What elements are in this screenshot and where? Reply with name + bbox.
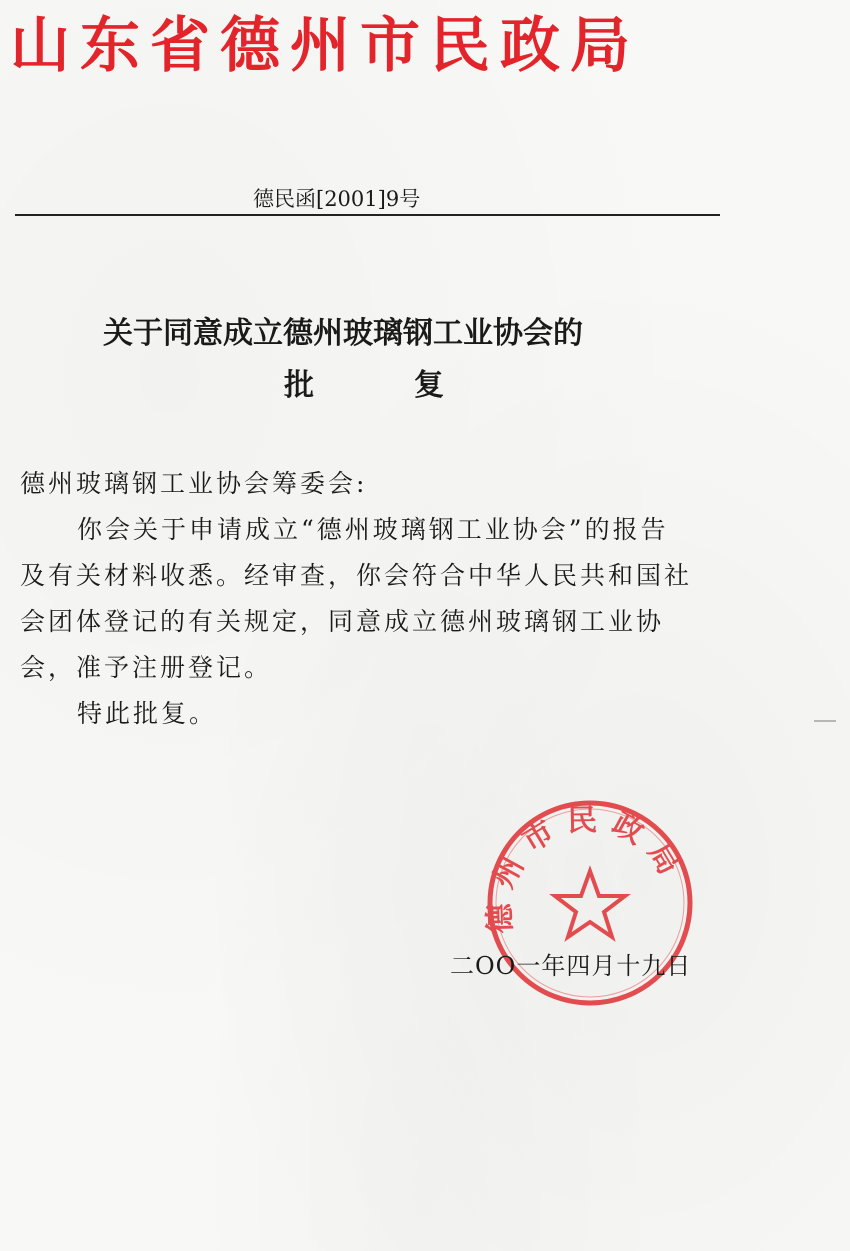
svg-text:德州市民政局 bbox=[482, 803, 692, 934]
body-paragraph-line: 及有关材料收悉。经审查，你会符合中华人民共和国社 bbox=[20, 561, 693, 590]
seal-text: 德州市民政局 bbox=[482, 802, 693, 934]
body-paragraph-line: 你会关于申请成立“德州玻璃钢工业协会”的报告 bbox=[77, 515, 669, 544]
closing-line: 特此批复。 bbox=[77, 699, 218, 728]
star-icon bbox=[555, 871, 625, 937]
document-title-line1: 关于同意成立德州玻璃钢工业协会的 bbox=[103, 316, 583, 351]
body-paragraph-line: 会团体登记的有关规定，同意成立德州玻璃钢工业协 bbox=[20, 607, 665, 636]
body-paragraph-line: 会，准予注册登记。 bbox=[20, 653, 273, 682]
header-divider bbox=[15, 214, 720, 216]
letterhead-title: 山东省德州市民政局 bbox=[10, 11, 640, 81]
paper-edge-mark bbox=[814, 720, 836, 722]
issue-date: 二OO一年四月十九日 bbox=[450, 952, 692, 980]
document-title-line2 bbox=[284, 364, 444, 408]
document-number: 德民函[2001]9号 bbox=[253, 187, 421, 211]
document-title-char-2: 复 bbox=[414, 368, 444, 403]
recipient-line: 德州玻璃钢工业协会筹委会: bbox=[20, 469, 368, 498]
document-title-char-1: 批 bbox=[284, 368, 314, 403]
